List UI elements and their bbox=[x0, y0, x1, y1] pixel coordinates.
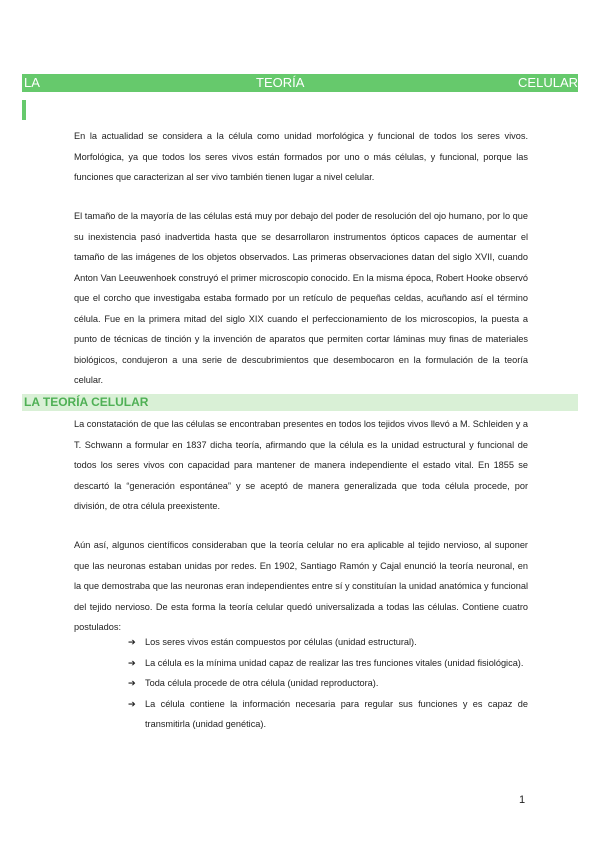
intro-paragraph-2: El tamaño de la mayoría de las células está muy por debajo del poder de resolución del ojo humano, por lo que su inexistencia pasó inadvertida hasta que se desarrollaron instrumentos ópticos capaces de aumentar el tamaño de las imágenes de los objetos observados. Las primeras observaciones datan del siglo XVII, cuando Anton Van Leeuwenhoek construyó el primer microscopio conocido. En la misma época, Robert Hooke observó que el corcho que investigaba estaba formado por un retículo de pequeñas celdas, acuñando así el término célula. Fue en la primera mitad del siglo XIX cuando el perfeccionamiento de los microscopios, la puesta a punto de técnicas de tinción y la invención de aparatos que permiten cortar láminas muy finas de materiales biológicos, condujeron a una serie de descubrimientos que desembocaron en la formulación de la teoría celular. bbox=[74, 211, 528, 385]
postulate-text: La célula es la mínima unidad capaz de realizar las tres funciones vitales (unidad fisiológica). bbox=[145, 657, 524, 668]
list-item bbox=[128, 653, 528, 674]
title-word-2: TEORÍA bbox=[256, 75, 305, 90]
postulates-list bbox=[128, 632, 528, 735]
arrow-right-icon: ➔ bbox=[128, 657, 136, 668]
list-item bbox=[128, 673, 528, 694]
page-number: 1 bbox=[519, 794, 526, 806]
arrow-right-icon: ➔ bbox=[128, 698, 136, 709]
title-word-3: CELULAR bbox=[518, 75, 578, 90]
intro-paragraph-1: En la actualidad se considera a la célula como unidad morfológica y funcional de todos los seres vivos. Morfológica, ya que todos los seres vivos están formados por uno o más células, y funcional, porque las funciones que caracterizan al ser vivo también tienen lugar a nivel celular. bbox=[74, 131, 528, 182]
postulate-text: Los seres vivos están compuestos por células (unidad estructural). bbox=[145, 637, 417, 647]
arrow-right-icon: ➔ bbox=[128, 637, 136, 647]
section-paragraph-2: Aún así, algunos científicos consideraban que la teoría celular no era aplicable al tejido nervioso, al suponer que las neuronas estaban unidas por redes. En 1902, Santiago Ramón y Cajal enunció la teoría neuronal, en la que demostraba que las neuronas eran independientes entre sí y constituían la unidad anatómica y funcional del tejido nervioso. De esta forma la teoría celular quedó universalizada a todas las células. Contiene cuatro postulados: bbox=[74, 540, 528, 632]
list-item bbox=[128, 694, 528, 735]
title-word-1: LA bbox=[24, 75, 40, 90]
section-heading bbox=[22, 394, 578, 411]
section-paragraph-1: La constatación de que las células se encontraban presentes en todos los tejidos vivos llevó a M. Schleiden y a T. Schwann a formular en 1837 dicha teoría, afirmando que la célula es la unidad estructural y funcional de todos los seres vivos con capacidad para mantener de manera independiente el estado vital. En 1855 se descartó la “generación espontánea” y se aceptó de manera generalizada que toda célula procede, por división, de otra célula preexistente. bbox=[74, 419, 528, 511]
arrow-right-icon: ➔ bbox=[128, 678, 136, 688]
list-item bbox=[128, 632, 528, 653]
accent-marker bbox=[22, 100, 26, 120]
postulate-text: La célula contiene la información necesaria para regular sus funciones y es capaz de transmitirla (unidad genética). bbox=[145, 698, 528, 729]
section-heading-text: LA TEORÍA CELULAR bbox=[24, 395, 149, 409]
postulate-text: Toda célula procede de otra célula (unidad reproductora). bbox=[145, 678, 379, 688]
page-title-bar bbox=[22, 74, 578, 92]
